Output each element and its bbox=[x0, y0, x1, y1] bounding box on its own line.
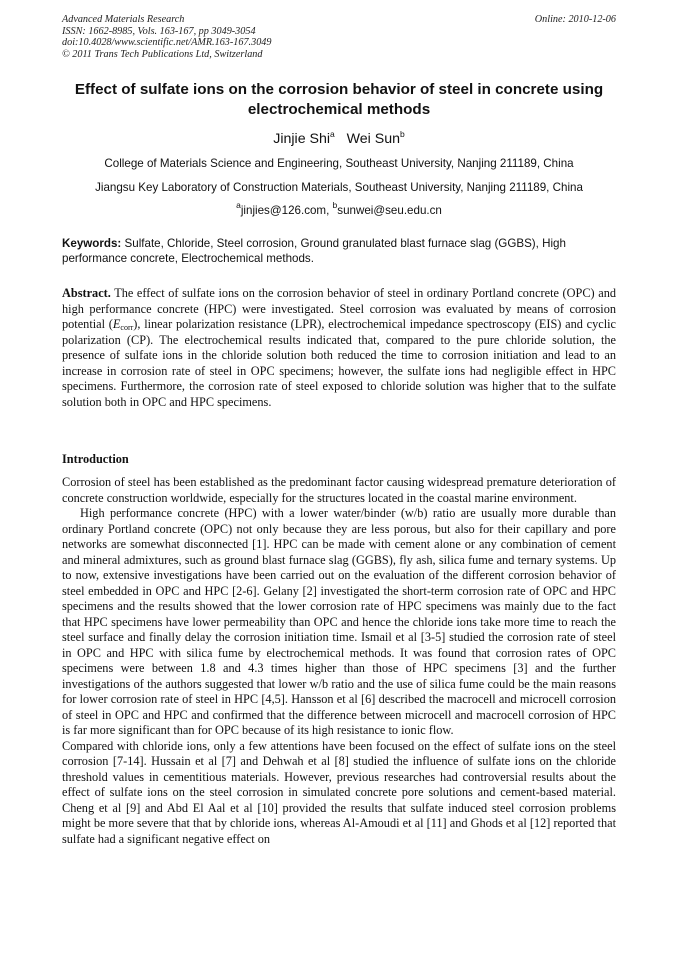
author-name: Wei Sun bbox=[346, 131, 400, 147]
abstract-text-2: ), linear polarization resistance (LPR), electrochemical impedance spectroscopy (EIS) and cyclic polarization (CP). The electrochemical results indicated that, compared to the pure chloride solution, the presence of sulfate ions in the chloride solution both reduced the time to corrosion initiation and lead to an increase in corrosion rate of steel in OPC specimens; however, the sulfate ions had negligible effect in HPC specimens. Furthermore, the corrosion rate of steel exposed to chloride solution was higher that to the sulfate solution both in OPC and HPC specimens. bbox=[62, 317, 616, 409]
affiliation-1: College of Materials Science and Engineering, Southeast University, Nanjing 211189, China bbox=[104, 157, 574, 170]
author-list bbox=[62, 130, 616, 148]
intro-paragraph: Corrosion of steel has been established as the predominant factor causing widespread premature deterioration of concrete construction worldwide, especially for the structures located in the coastal marine environment. bbox=[62, 475, 616, 505]
paper-title: Effect of sulfate ions on the corrosion behavior of steel in concrete using electrochemical methods bbox=[74, 81, 604, 118]
online-date: Online: 2010-12-06 bbox=[534, 14, 616, 25]
email-address: jinjies@126.com, bbox=[240, 204, 333, 217]
journal-header bbox=[62, 14, 616, 60]
author-emails bbox=[62, 200, 616, 218]
email-mark: a bbox=[236, 200, 241, 210]
introduction-heading: Introduction bbox=[62, 452, 129, 466]
email-address: sunwei@seu.edu.cn bbox=[337, 204, 442, 217]
copyright-line: © 2011 Trans Tech Publications Ltd, Switzerland bbox=[62, 48, 263, 60]
ecorr-subscript: corr bbox=[120, 323, 134, 332]
intro-paragraph: High performance concrete (HPC) with a lower water/binder (w/b) ratio are usually more durable than ordinary Portland concrete (OPC) not only because they are less porous, but also for their capillary and pore networks are somewhat disconnected [1]. HPC can be made with cement alone or any combination of cement and mineral admixtures, such as ground blast furnace slag (GGBS), fly ash, silica fume and ternary systems. Up to now, extensive investigations have been carried out on the evaluation of the different corrosion behavior of steel embedded in OPC and HPC [2-6]. Gelany [2] investigated the short-term corrosion rate of OPC and HPC specimens and the results showed that the lower corrosion rate of HPC specimens was mainly due to the fact that HPC specimens have lower permeability than OPC and hence the chloride ions take more time to reach the steel surface and finally delay the corrosion initiation time. Ismail et al [3-5] studied the corrosion rate of steel in OPC and HPC with silica fume by electrochemical methods. It was found that corrosion rates of OPC specimens were between 1.8 and 4.3 times higher than those of HPC specimens [3] and the further investigations of the authors suggested that lower w/b ratio and the use of silica fume could be the main reasons for lower corrosion rate of steel in HPC [4,5]. Hansson et al [6] described the macrocell and microcell corrosion of steel in OPC and HPC and confirmed that the difference between microcell and macrocell corrosion of HPC is far more significant than for OPC because of its high resistance to ionic flow. bbox=[62, 506, 616, 737]
abstract-label: Abstract. bbox=[62, 286, 111, 300]
keywords-section bbox=[62, 236, 616, 266]
abstract-text-1: The effect of sulfate ions on the corrosion behavior of steel in ordinary Portland concrete (OPC) and high performance concrete (HPC) were investigated. Steel corrosion was evaluated by means of corrosion potential ( bbox=[62, 286, 616, 331]
affiliation-2: Jiangsu Key Laboratory of Construction Materials, Southeast University, Nanjing 211189, China bbox=[95, 181, 583, 194]
author-name: Jinjie Shi bbox=[273, 131, 331, 147]
email-mark: b bbox=[332, 200, 338, 210]
abstract-section bbox=[62, 286, 616, 410]
keywords-label: Keywords: bbox=[62, 237, 122, 250]
intro-paragraph: Compared with chloride ions, only a few attentions have been focused on the effect of sulfate ions on the steel corrosion [7-14]. Hussain et al [7] and Dehwah et al [8] studied the influence of sulfate ions on the chloride threshold values in cementitious materials. However, previous researches had controversial results about the effect of sulfate ions on the steel corrosion in simulated concrete pore solutions and cement-based material. Cheng et al [9] and Abd El Aal et al [10] provided the results that sulfate induced steel corrosion problems might be more severe that that by chloride ions, whereas Al-Amoudi et al [11] and Ghods et al [12] reported that sulfate had a significant negative effect on bbox=[62, 738, 616, 846]
introduction-body bbox=[62, 475, 616, 847]
journal-name: Advanced Materials Research bbox=[62, 14, 185, 25]
issn-line: ISSN: 1662-8985, Vols. 163-167, pp 3049-3054 bbox=[62, 25, 256, 37]
author-affil-mark: b bbox=[399, 129, 405, 139]
keywords-text: Sulfate, Chloride, Steel corrosion, Ground granulated blast furnace slag (GGBS), High performance concrete, Electrochemical methods. bbox=[62, 237, 566, 265]
author-affil-mark: a bbox=[330, 129, 335, 139]
doi-line: doi:10.4028/www.scientific.net/AMR.163-167.3049 bbox=[62, 37, 272, 49]
ecorr-symbol: E bbox=[112, 317, 121, 331]
